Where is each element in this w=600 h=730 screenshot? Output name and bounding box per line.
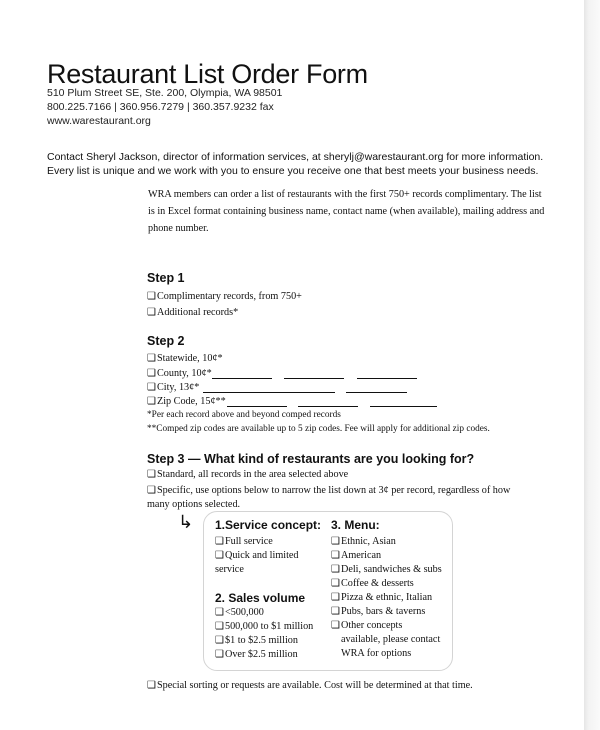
menu-coffee[interactable]: ❑Coffee & desserts [331,578,414,589]
menu-other-continued-2: WRA for options [341,648,412,659]
checkbox-icon[interactable]: ❑ [215,550,224,561]
checkbox-icon[interactable]: ❑ [147,307,156,318]
address-line: 510 Plum Street SE, Ste. 200, Olympia, WA 98501 [47,87,283,99]
service-quick-continued: service [215,564,244,575]
sales-500k-1m[interactable]: ❑500,000 to $1 million [215,621,314,632]
zip-blank-3[interactable] [370,406,437,407]
checkbox-icon[interactable]: ❑ [147,680,156,691]
step2-note-1: *Per each record above and beyond comped records [147,410,341,420]
checkbox-icon[interactable]: ❑ [331,564,340,575]
step1-option-complimentary[interactable]: ❑Complimentary records, from 750+ [147,291,302,302]
sales-under-500k[interactable]: ❑<500,000 [215,607,264,618]
checkbox-icon[interactable]: ❑ [331,606,340,617]
county-blank-2[interactable] [284,378,344,379]
zip-blank-1[interactable] [227,406,287,407]
step2-note-2: **Comped zip codes are available up to 5 zip codes. Fee will apply for additional zip codes. [147,424,490,434]
checkbox-icon[interactable]: ❑ [331,592,340,603]
special-requests-option[interactable]: ❑Special sorting or requests are available. Cost will be determined at that time. [147,680,473,691]
county-blank-3[interactable] [357,378,417,379]
city-blank-3[interactable] [346,392,407,393]
intro-paragraph [148,186,568,237]
step2-heading: Step 2 [147,334,185,348]
checkbox-icon[interactable]: ❑ [331,620,340,631]
menu-ethnic-asian[interactable]: ❑Ethnic, Asian [331,536,396,547]
menu-deli[interactable]: ❑Deli, sandwiches & subs [331,564,442,575]
step2-option-county[interactable]: ❑County, 10¢* [147,368,212,379]
checkbox-icon[interactable]: ❑ [147,469,156,480]
step3-heading: Step 3 — What kind of restaurants are you looking for? [147,452,475,466]
checkbox-icon[interactable]: ❑ [331,536,340,547]
city-blank-1[interactable] [203,392,272,393]
intro-line-1: WRA members can order a list of restaurants with the first 750+ records complimentary. The list [148,189,542,200]
page-edge-shadow [584,0,600,730]
menu-other[interactable]: ❑Other concepts [331,620,403,631]
checkbox-icon[interactable]: ❑ [147,368,156,379]
website-link[interactable]: www.warestaurant.org [47,115,151,127]
checkbox-icon[interactable]: ❑ [215,607,224,618]
sales-1m-2-5m[interactable]: ❑$1 to $2.5 million [215,635,298,646]
step3-option-standard[interactable]: ❑Standard, all records in the area selected above [147,469,349,480]
checkbox-icon[interactable]: ❑ [215,536,224,547]
menu-title: 3. Menu: [331,518,380,532]
step3-option-specific-continued: many options selected. [147,499,241,510]
step1-heading: Step 1 [147,271,185,285]
checkbox-icon[interactable]: ❑ [215,635,224,646]
page-title: Restaurant List Order Form [47,59,368,89]
service-concept-title: 1.Service concept: [215,518,322,532]
specific-options-panel [203,511,453,671]
contact-line-1: Contact Sheryl Jackson, director of information services, at sherylj@warestaurant.org for more information. [47,151,544,163]
checkbox-icon[interactable]: ❑ [147,485,156,496]
return-arrow-icon: ↳ [178,512,194,532]
checkbox-icon[interactable]: ❑ [215,649,224,660]
checkbox-icon[interactable]: ❑ [147,382,156,393]
step2-option-zip[interactable]: ❑Zip Code, 15¢** [147,396,226,407]
sales-volume-title: 2. Sales volume [215,591,306,605]
checkbox-icon[interactable]: ❑ [331,578,340,589]
checkbox-icon[interactable]: ❑ [331,550,340,561]
step2-option-statewide[interactable]: ❑Statewide, 10¢* [147,353,223,364]
city-blank-2[interactable] [272,392,335,393]
county-blank-1[interactable] [212,378,272,379]
menu-american[interactable]: ❑American [331,550,382,561]
contact-line-2: Every list is unique and we work with you to ensure you receive one that best meets your business needs. [47,165,539,177]
service-quick[interactable]: ❑Quick and limited [215,550,299,561]
menu-pizza[interactable]: ❑Pizza & ethnic, Italian [331,592,433,603]
intro-line-3: phone number. [148,223,209,234]
phone-line: 800.225.7166 | 360.956.7279 | 360.357.9232 fax [47,101,274,113]
step2-option-city[interactable]: ❑City, 13¢* [147,382,200,393]
menu-other-continued-1: available, please contact [341,634,441,645]
zip-blank-2[interactable] [298,406,358,407]
checkbox-icon[interactable]: ❑ [215,621,224,632]
menu-pubs[interactable]: ❑Pubs, bars & taverns [331,606,426,617]
sales-over-2-5m[interactable]: ❑Over $2.5 million [215,649,298,660]
checkbox-icon[interactable]: ❑ [147,291,156,302]
service-full[interactable]: ❑Full service [215,536,273,547]
intro-line-2: is in Excel format containing business name, contact name (when available), mailing address and [148,206,545,217]
step3-option-specific[interactable]: ❑Specific, use options below to narrow the list down at 3¢ per record, regardless of how [147,485,511,496]
checkbox-icon[interactable]: ❑ [147,353,156,364]
step1-option-additional[interactable]: ❑Additional records* [147,307,239,318]
checkbox-icon[interactable]: ❑ [147,396,156,407]
